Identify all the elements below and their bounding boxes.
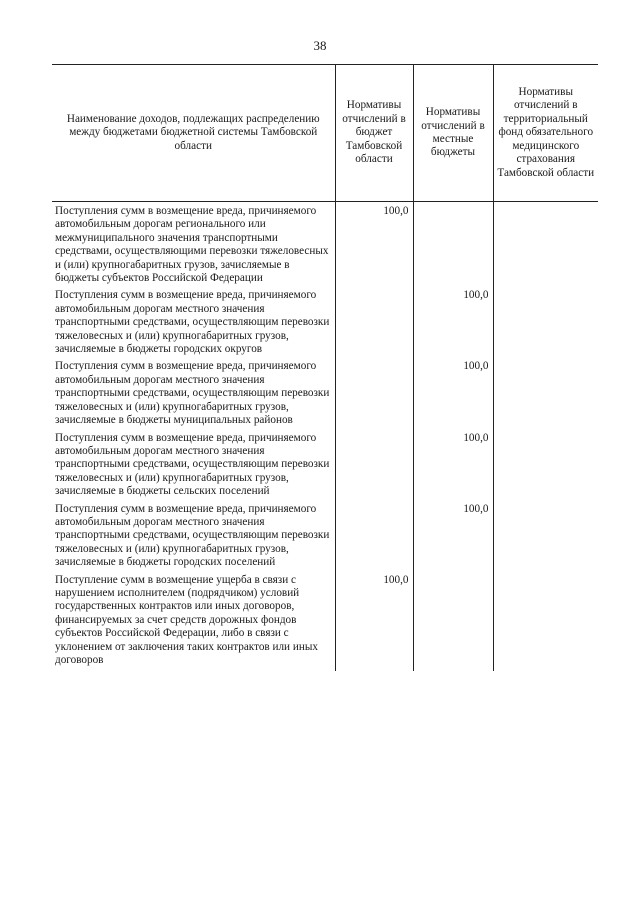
revenue-name: Поступления сумм в возмещение вреда, причиняемого автомобильным дорогам местного значения транспортными средствами, осуществляющим перевозки тяжеловесных и (или) крупногабаритных грузов, зачисляемые в бюджеты городских поселений [55, 502, 330, 569]
local-value: 100,0 [413, 289, 493, 360]
regional-value: 100,0 [335, 574, 413, 672]
table-row [52, 574, 598, 672]
local-value [413, 202, 493, 290]
fund-value [493, 503, 598, 574]
table-row [52, 360, 598, 431]
fund-value [493, 574, 598, 672]
page-number: 38 [313, 38, 327, 53]
revenue-name: Поступления сумм в возмещение вреда, причиняемого автомобильным дорогам местного значения транспортными средствами, осуществляющим перевозки тяжеловесных и (или) крупногабаритных грузов, зачисляемые в бюджеты сельских поселений [55, 431, 330, 498]
header-medical-fund: Нормативы отчислений в территориальный фонд обязательного медицинского страхования Тамбовской области [493, 65, 598, 202]
table-row [52, 503, 598, 574]
table-row [52, 432, 598, 503]
regional-value [335, 432, 413, 503]
regional-value [335, 289, 413, 360]
regional-value [335, 503, 413, 574]
table-row [52, 202, 598, 290]
local-value: 100,0 [413, 360, 493, 431]
fund-value [493, 360, 598, 431]
fund-value [493, 432, 598, 503]
header-regional-budget: Нормативы отчислений в бюджет Тамбовской области [335, 65, 413, 202]
revenue-distribution-table [52, 64, 598, 671]
local-value [413, 574, 493, 672]
table-header-row [52, 65, 598, 202]
regional-value [335, 360, 413, 431]
header-revenue-name: Наименование доходов, подлежащих распределению между бюджетами бюджетной системы Тамбовской области [52, 65, 335, 202]
fund-value [493, 202, 598, 290]
local-value: 100,0 [413, 432, 493, 503]
revenue-name: Поступление сумм в возмещение ущерба в связи с нарушением исполнителем (подрядчиком) условий государственных контрактов или иных договоров, финансируемых за счет средств дорожных фондов субъектов Российской Федерации, либо в связи с уклонением от заключения таких контрактов или иных договоров [55, 573, 318, 666]
fund-value [493, 289, 598, 360]
revenue-name: Поступления сумм в возмещение вреда, причиняемого автомобильным дорогам местного значения транспортными средствами, осуществляющим перевозки тяжеловесных и (или) крупногабаритных грузов, зачисляемые в бюджеты городских округов [55, 289, 330, 356]
revenue-name: Поступления сумм в возмещение вреда, причиняемого автомобильным дорогам регионального или межмуниципального значения транспортными средствами, осуществляющими перевозки тяжеловесных и (или) крупногабаритных грузов, зачисляемые в бюджеты субъектов Российской Федерации [55, 205, 329, 285]
table-row [52, 289, 598, 360]
header-local-budgets: Нормативы отчислений в местные бюджеты [413, 65, 493, 202]
regional-value: 100,0 [335, 202, 413, 290]
local-value: 100,0 [413, 503, 493, 574]
revenue-name: Поступления сумм в возмещение вреда, причиняемого автомобильным дорогам местного значения транспортными средствами, осуществляющим перевозки тяжеловесных и (или) крупногабаритных грузов, зачисляемые в бюджеты муниципальных районов [55, 360, 330, 427]
